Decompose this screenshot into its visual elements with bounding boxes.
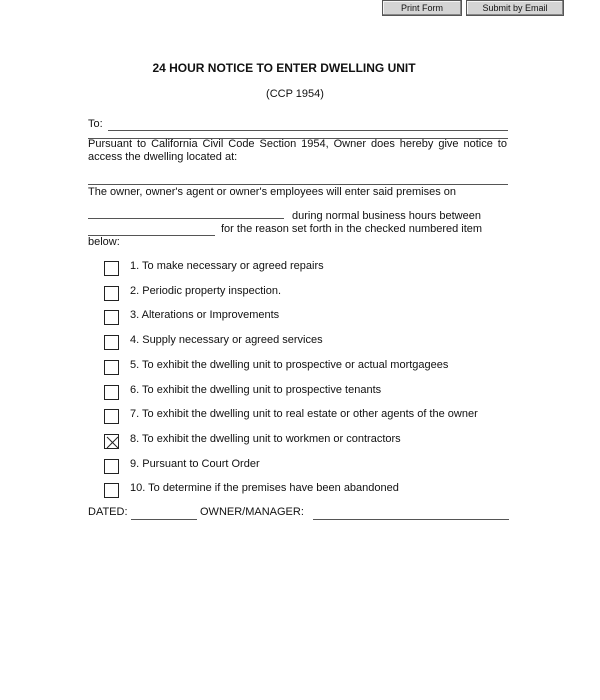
entry-text: The owner, owner's agent or owner's employees will enter said premises on [88, 186, 456, 198]
form-title: 24 HOUR NOTICE TO ENTER DWELLING UNIT [152, 61, 416, 75]
reason-label-10: 10. To determine if the premises have been abandoned [130, 482, 399, 494]
reason-checkbox-4[interactable] [104, 335, 119, 350]
reason-label-2: 2. Periodic property inspection. [130, 285, 282, 297]
to-field[interactable] [108, 130, 508, 131]
checkmark-x-icon [105, 435, 120, 450]
owner-manager-label: OWNER/MANAGER: [200, 506, 304, 518]
print-form-button[interactable]: Print Form [382, 0, 462, 16]
address-field[interactable] [88, 184, 508, 185]
reason-checkbox-7[interactable] [104, 409, 119, 424]
reason-checkbox-2[interactable] [104, 286, 119, 301]
reason-label-3: 3. Alterations or Improvements [130, 309, 280, 321]
reason-label-9: 9. Pursuant to Court Order [130, 458, 260, 470]
reason-checkbox-3[interactable] [104, 310, 119, 325]
reason-label-4: 4. Supply necessary or agreed services [130, 334, 323, 346]
reason-checkbox-6[interactable] [104, 385, 119, 400]
dated-label: DATED: [88, 506, 128, 518]
reason-checkbox-8[interactable] [104, 434, 119, 449]
submit-by-email-button[interactable]: Submit by Email [466, 0, 564, 16]
reason-checkbox-9[interactable] [104, 459, 119, 474]
reason-checkbox-10[interactable] [104, 483, 119, 498]
hours-text: during normal business hours between [292, 210, 481, 222]
reason-label-1: 1. To make necessary or agreed repairs [130, 260, 324, 272]
pursuant-paragraph: Pursuant to California Civil Code Section 1954, Owner does hereby give notice to access the dwelling located at: [88, 138, 507, 163]
reason-checkbox-1[interactable] [104, 261, 119, 276]
to-label: To: [88, 118, 103, 130]
reason-label-6: 6. To exhibit the dwelling unit to prospective tenants [130, 384, 382, 396]
owner-manager-field[interactable] [313, 519, 509, 520]
below-text: below: [88, 236, 120, 248]
form-subtitle: (CCP 1954) [266, 88, 324, 100]
reason-label-8: 8. To exhibit the dwelling unit to workmen or contractors [130, 433, 401, 445]
reason-text: for the reason set forth in the checked numbered item [221, 223, 483, 235]
entry-date-field[interactable] [88, 218, 284, 219]
reason-label-5: 5. To exhibit the dwelling unit to prospective or actual mortgagees [130, 359, 449, 371]
reason-label-7: 7. To exhibit the dwelling unit to real estate or other agents of the owner [130, 408, 478, 420]
dated-field[interactable] [131, 519, 197, 520]
reason-checkbox-5[interactable] [104, 360, 119, 375]
